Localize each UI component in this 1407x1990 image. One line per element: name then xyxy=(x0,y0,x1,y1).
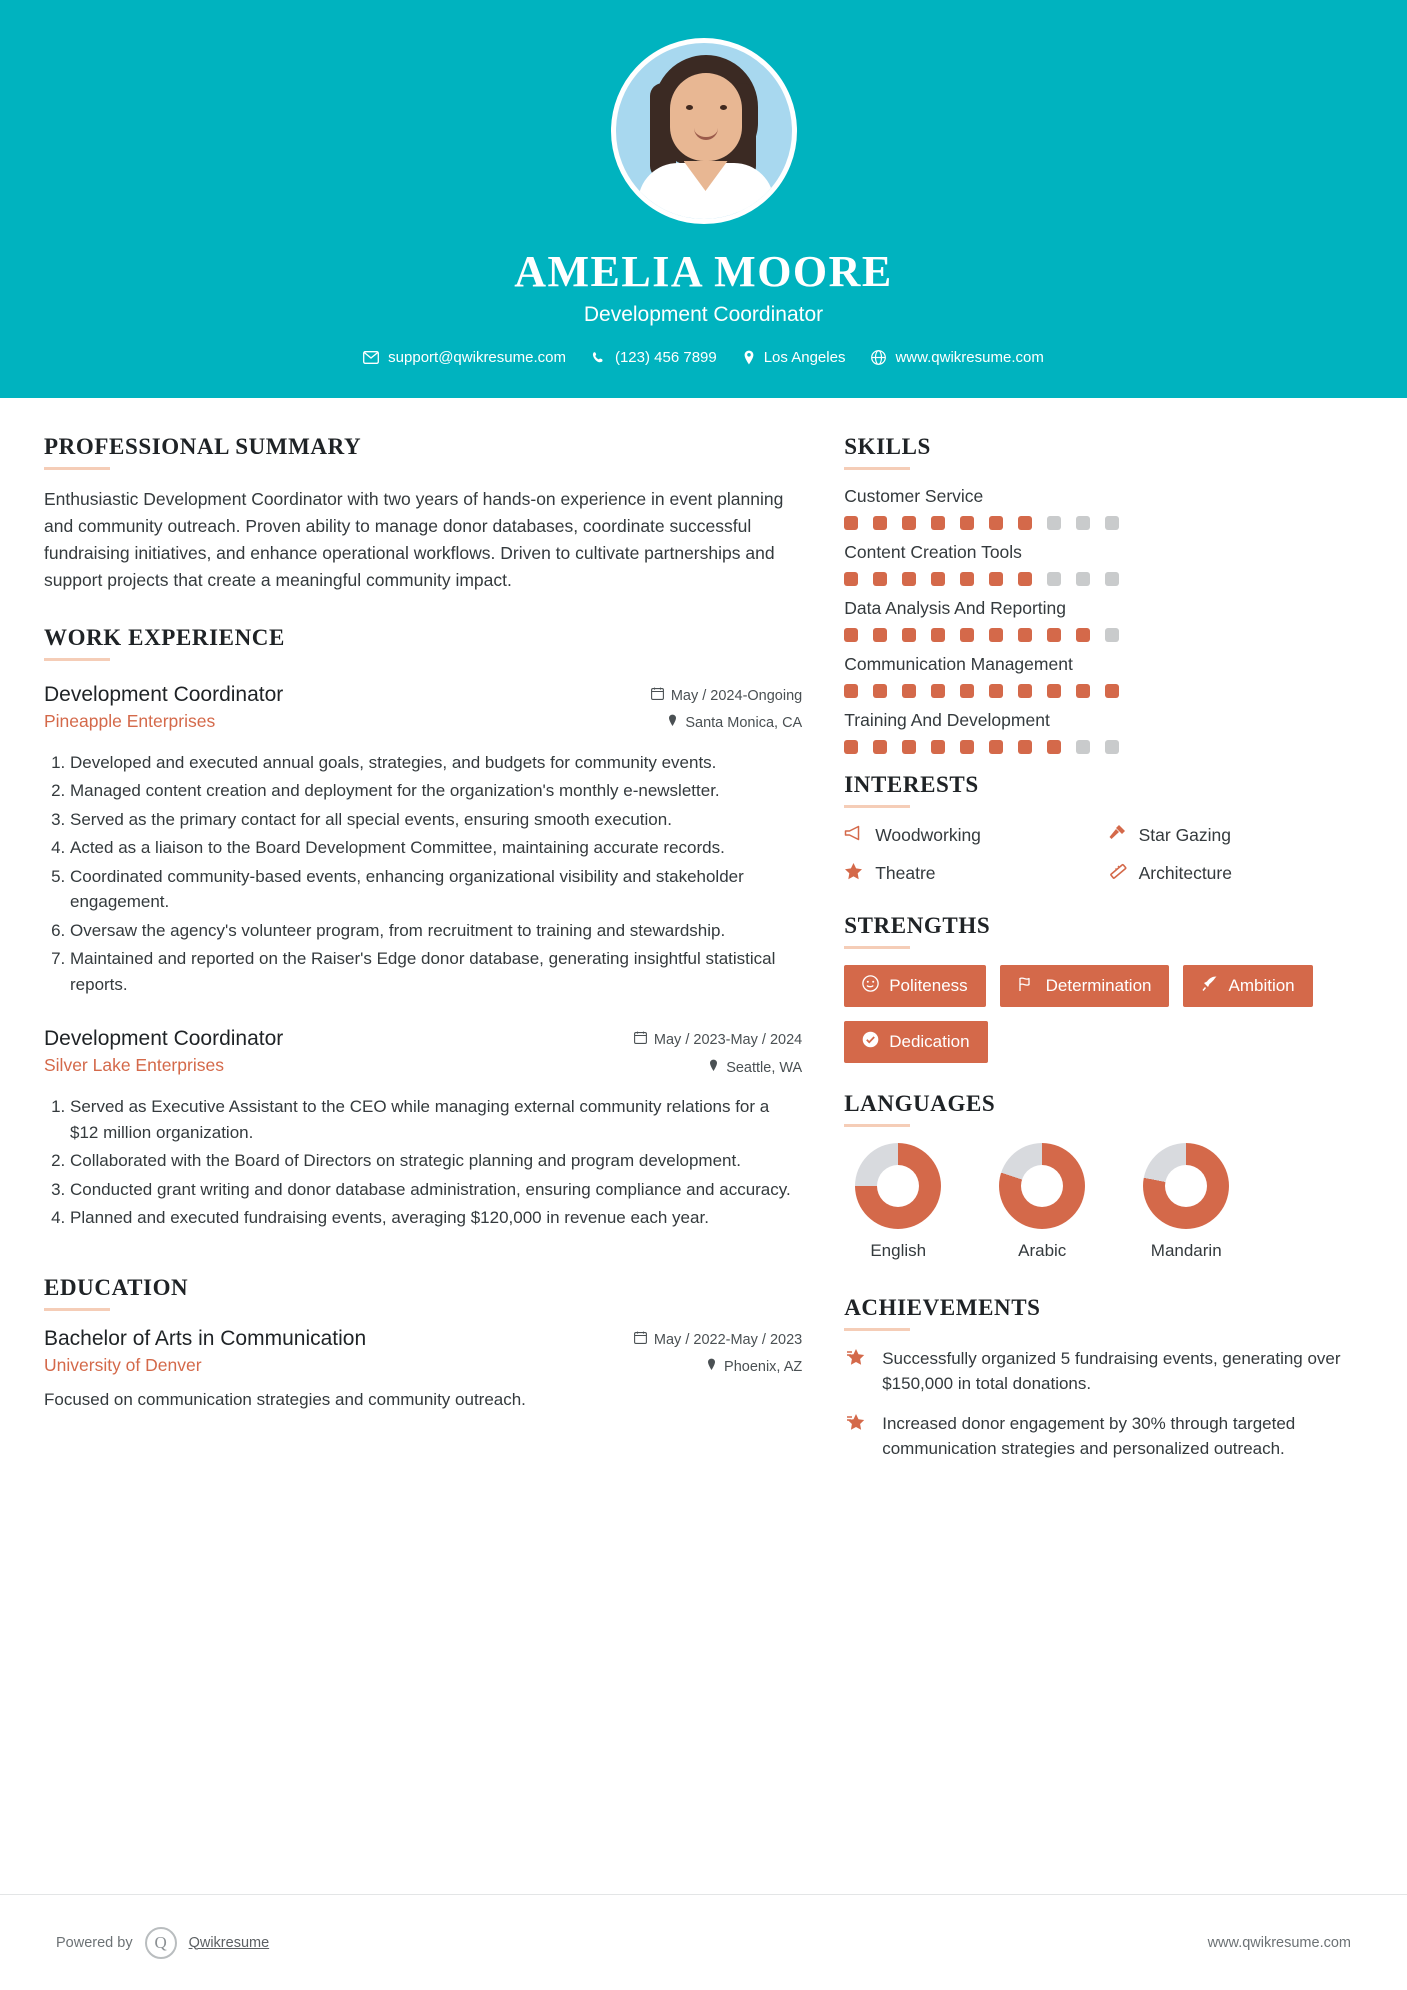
section-languages xyxy=(844,1091,1363,1261)
education-item xyxy=(44,1327,802,1410)
skill-rating xyxy=(844,740,1363,754)
summary-title: PROFESSIONAL SUMMARY xyxy=(44,434,362,459)
achievement-text: Successfully organized 5 fundraising events, generating over $150,000 in total donations. xyxy=(882,1349,1341,1393)
skill-rating xyxy=(844,628,1363,642)
skill-dot xyxy=(1018,628,1032,642)
job-bullet: 3. Served as the primary contact for all special events, ensuring smooth execution. xyxy=(70,807,802,833)
interests-grid xyxy=(844,824,1363,885)
pin-icon xyxy=(706,1354,717,1382)
degree-title: Bachelor of Arts in Communication xyxy=(44,1326,367,1350)
achievement-text: Increased donor engagement by 30% through targeted communication strategies and personalized outreach. xyxy=(882,1414,1296,1458)
achievement-item xyxy=(844,1347,1363,1396)
language-donut xyxy=(999,1143,1085,1229)
interest-item xyxy=(844,862,1099,885)
skill-dot xyxy=(960,684,974,698)
contact-phone-text: (123) 456 7899 xyxy=(614,349,717,366)
job-dates-text: May / 2024-Ongoing xyxy=(670,687,803,704)
hammer-icon xyxy=(1108,824,1127,846)
skill-dot xyxy=(1076,740,1090,754)
skill-dot xyxy=(960,740,974,754)
experience-item xyxy=(44,683,802,998)
section-skills xyxy=(844,434,1363,754)
job-company: Pineapple Enterprises xyxy=(44,710,216,731)
section-experience xyxy=(44,625,802,1231)
achievements-title: ACHIEVEMENTS xyxy=(844,1295,1041,1320)
divider xyxy=(44,467,110,470)
skill-dot xyxy=(931,740,945,754)
job-bullet: 1. Served as Executive Assistant to the CEO while managing external community relations for a $12 million organization. xyxy=(70,1094,802,1145)
skill-dot xyxy=(1105,628,1119,642)
job-bullet: 2. Managed content creation and deployment for the organization's monthly e-newsletter. xyxy=(70,778,802,804)
languages-list xyxy=(844,1143,1363,1261)
education-location-text: Phoenix, AZ xyxy=(724,1359,803,1376)
skill-item xyxy=(844,542,1363,586)
strengths-list xyxy=(844,965,1363,1063)
divider xyxy=(44,658,110,661)
interest-label: Architecture xyxy=(1138,863,1232,883)
education-title: EDUCATION xyxy=(44,1274,189,1300)
job-dates-text: May / 2023-May / 2024 xyxy=(653,1032,803,1049)
contact-phone[interactable] xyxy=(592,349,717,366)
job-bullet: 6. Oversaw the agency's volunteer program, from recruitment to training and stewardship. xyxy=(70,918,802,944)
contact-location-text: Los Angeles xyxy=(763,349,846,366)
skill-dot xyxy=(931,684,945,698)
language-donut xyxy=(855,1143,941,1229)
job-bullet: 3. Conducted grant writing and donor database administration, ensuring compliance and accuracy. xyxy=(70,1177,802,1203)
skill-dot xyxy=(1047,684,1061,698)
skill-dot xyxy=(844,684,858,698)
summary-text: Enthusiastic Development Coordinator with two years of hands-on experience in event planning and community outreach. Proven ability to manage donor databases, coordinate successful fundraising initiatives, and enhance operational workflows. Driven to cultivate partnerships and support projects that create a meaningful community impact. xyxy=(44,489,784,591)
language-item xyxy=(988,1143,1096,1261)
powered-by-label: Powered by xyxy=(56,1934,133,1951)
language-label: Arabic xyxy=(1018,1241,1067,1260)
skill-item xyxy=(844,598,1363,642)
skill-dot xyxy=(960,628,974,642)
resume-header xyxy=(0,0,1407,398)
skill-dot xyxy=(844,740,858,754)
skill-dot xyxy=(1105,740,1119,754)
achievement-item xyxy=(844,1412,1363,1461)
resume-body xyxy=(0,398,1407,1478)
skill-label: Customer Service xyxy=(844,486,984,506)
skills-list xyxy=(844,486,1363,754)
languages-title: LANGUAGES xyxy=(844,1091,996,1116)
check-circle-icon xyxy=(862,1031,879,1053)
job-bullets xyxy=(44,750,802,998)
strength-chip-determination xyxy=(1000,965,1170,1007)
calendar-icon xyxy=(634,1027,647,1055)
candidate-name: AMELIA MOORE xyxy=(514,247,893,296)
skill-label: Communication Management xyxy=(844,654,1073,674)
language-label: English xyxy=(870,1241,927,1260)
strengths-title: STRENGTHS xyxy=(844,913,991,938)
footer-website: www.qwikresume.com xyxy=(1207,1934,1351,1951)
job-bullets xyxy=(44,1094,802,1231)
skill-dot xyxy=(873,572,887,586)
contact-website-text: www.qwikresume.com xyxy=(895,349,1044,366)
resume-footer xyxy=(0,1894,1407,1990)
strength-label: Dedication xyxy=(889,1032,970,1051)
skill-dot xyxy=(1018,516,1032,530)
skill-dot xyxy=(844,572,858,586)
job-company: Silver Lake Enterprises xyxy=(44,1055,224,1076)
skill-dot xyxy=(1018,684,1032,698)
skill-dot xyxy=(1076,572,1090,586)
language-donut xyxy=(1143,1143,1229,1229)
job-title: Development Coordinator xyxy=(44,1027,284,1051)
interest-label: Star Gazing xyxy=(1138,824,1232,845)
skill-dot xyxy=(844,628,858,642)
section-strengths xyxy=(844,913,1363,1063)
flag-icon xyxy=(1018,976,1036,997)
interests-title: INTERESTS xyxy=(844,772,979,797)
divider xyxy=(844,805,910,808)
powered-by xyxy=(56,1927,269,1959)
divider xyxy=(44,1308,110,1311)
interest-label: Woodworking xyxy=(875,824,981,845)
strength-label: Ambition xyxy=(1228,976,1295,995)
skill-dot xyxy=(1047,516,1061,530)
skills-title: SKILLS xyxy=(844,434,931,459)
calendar-icon xyxy=(651,683,664,711)
avatar xyxy=(611,38,797,224)
skill-dot xyxy=(873,740,887,754)
education-description: Focused on communication strategies and community outreach. xyxy=(44,1389,526,1409)
skill-dot xyxy=(1105,516,1119,530)
ruler-icon xyxy=(1108,862,1127,885)
job-location-text: Seattle, WA xyxy=(726,1059,803,1076)
strength-chip-politeness xyxy=(844,965,985,1007)
job-dates xyxy=(634,1027,802,1055)
phone-icon xyxy=(592,351,606,365)
skill-dot xyxy=(902,628,916,642)
candidate-role: Development Coordinator xyxy=(583,303,824,326)
education-dates-text: May / 2022-May / 2023 xyxy=(653,1331,803,1348)
skill-dot xyxy=(1076,516,1090,530)
qwikresume-logo-icon: Q xyxy=(145,1927,177,1959)
location-icon xyxy=(743,350,755,365)
strength-chip-dedication xyxy=(844,1021,987,1063)
skill-dot xyxy=(873,516,887,530)
skill-rating xyxy=(844,516,1363,530)
skill-dot xyxy=(989,628,1003,642)
skill-dot xyxy=(931,516,945,530)
contact-email[interactable] xyxy=(363,349,566,366)
section-interests xyxy=(844,772,1363,885)
school-name: University of Denver xyxy=(44,1354,202,1375)
section-education xyxy=(44,1275,802,1410)
job-bullet: 4. Planned and executed fundraising events, averaging $120,000 in revenue each year. xyxy=(70,1205,802,1231)
interest-item xyxy=(1108,862,1363,885)
contact-location[interactable] xyxy=(743,349,846,366)
skill-label: Training And Development xyxy=(844,710,1050,730)
job-location xyxy=(651,710,802,738)
rocket-icon xyxy=(1201,975,1218,997)
interest-item xyxy=(844,824,1099,846)
left-column xyxy=(44,434,802,1478)
skill-dot xyxy=(902,516,916,530)
skill-label: Data Analysis And Reporting xyxy=(844,598,1067,618)
section-summary xyxy=(44,434,802,595)
pin-icon xyxy=(708,1055,719,1083)
contact-email-text: support@qwikresume.com xyxy=(388,349,566,366)
experience-item xyxy=(44,1027,802,1231)
experience-title: WORK EXPERIENCE xyxy=(44,624,285,650)
contact-website[interactable] xyxy=(871,349,1043,366)
skill-dot xyxy=(902,684,916,698)
job-bullet: 2. Collaborated with the Board of Directors on strategic planning and program development. xyxy=(70,1148,802,1174)
pin-icon xyxy=(667,710,678,738)
job-bullet: 1. Developed and executed annual goals, strategies, and budgets for community events. xyxy=(70,750,802,776)
strength-label: Politeness xyxy=(889,976,968,995)
globe-icon xyxy=(871,350,886,365)
skill-dot xyxy=(989,684,1003,698)
divider xyxy=(844,946,910,949)
award-star-icon xyxy=(844,1347,868,1376)
skill-dot xyxy=(960,572,974,586)
skill-dot xyxy=(1076,684,1090,698)
interest-label: Theatre xyxy=(875,863,936,883)
email-icon xyxy=(363,351,379,364)
skill-rating xyxy=(844,572,1363,586)
skill-dot xyxy=(902,572,916,586)
skill-dot xyxy=(1076,628,1090,642)
education-location xyxy=(634,1354,802,1382)
interest-item xyxy=(1108,824,1363,846)
right-column xyxy=(844,434,1363,1478)
skill-item xyxy=(844,654,1363,698)
skill-dot xyxy=(960,516,974,530)
skill-dot xyxy=(902,740,916,754)
skill-dot xyxy=(1047,572,1061,586)
star-icon xyxy=(844,862,863,885)
language-item xyxy=(1132,1143,1240,1261)
qwikresume-link[interactable]: Qwikresume xyxy=(188,1934,270,1951)
language-label: Mandarin xyxy=(1150,1241,1222,1260)
skill-dot xyxy=(1105,684,1119,698)
education-dates xyxy=(634,1327,802,1355)
skill-dot xyxy=(989,572,1003,586)
skill-item xyxy=(844,486,1363,530)
skill-dot xyxy=(931,628,945,642)
job-title: Development Coordinator xyxy=(44,682,284,706)
job-dates xyxy=(651,683,802,711)
job-bullet: 4. Acted as a liaison to the Board Development Committee, maintaining accurate records. xyxy=(70,835,802,861)
skill-dot xyxy=(1018,572,1032,586)
calendar-icon xyxy=(634,1327,647,1355)
skill-dot xyxy=(1018,740,1032,754)
job-bullet: 5. Coordinated community-based events, enhancing organizational visibility and stakeholder engagement. xyxy=(70,864,802,915)
divider xyxy=(844,1328,910,1331)
strength-label: Determination xyxy=(1045,976,1152,995)
divider xyxy=(844,467,910,470)
language-item xyxy=(844,1143,952,1261)
skill-dot xyxy=(844,516,858,530)
job-bullet: 7. Maintained and reported on the Raiser's Edge donor database, generating insightful statistical reports. xyxy=(70,946,802,997)
skill-rating xyxy=(844,684,1363,698)
skill-label: Content Creation Tools xyxy=(844,542,1022,562)
skill-dot xyxy=(1047,628,1061,642)
skill-dot xyxy=(873,628,887,642)
smiley-icon xyxy=(862,975,879,997)
job-location xyxy=(634,1055,802,1083)
megaphone-icon xyxy=(844,825,863,846)
skill-dot xyxy=(989,516,1003,530)
contact-row xyxy=(363,349,1044,366)
skill-dot xyxy=(1047,740,1061,754)
skill-dot xyxy=(931,572,945,586)
award-star-icon xyxy=(844,1412,868,1441)
job-location-text: Santa Monica, CA xyxy=(685,715,803,732)
skill-dot xyxy=(1105,572,1119,586)
skill-dot xyxy=(989,740,1003,754)
divider xyxy=(844,1124,910,1127)
strength-chip-ambition xyxy=(1183,965,1312,1007)
skill-dot xyxy=(873,684,887,698)
section-achievements xyxy=(844,1295,1363,1462)
skill-item xyxy=(844,710,1363,754)
